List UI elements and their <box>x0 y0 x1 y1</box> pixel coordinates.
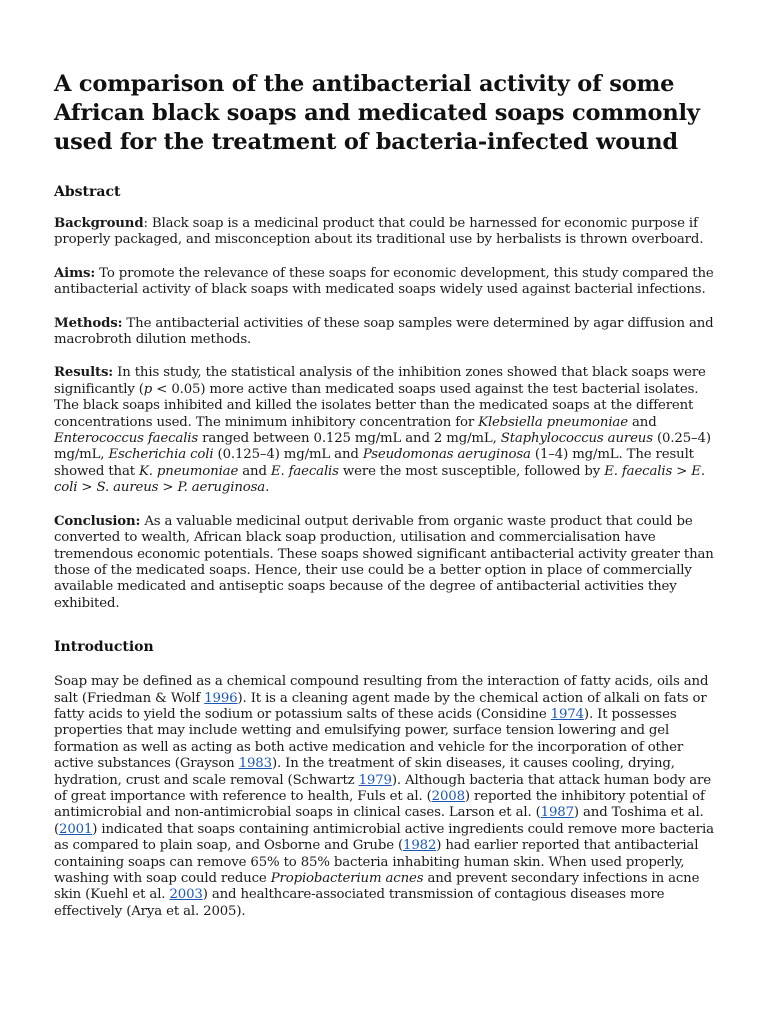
results-text: > <box>77 480 97 496</box>
results-text: < 0.05) more active than medicated soaps used against the test bacterial isolates. The black soaps inhibited and killed the isolates better than the medicated soaps at the different concentrations used. The minimum inhibitory concentration for <box>54 381 699 430</box>
results-text: and <box>627 414 657 430</box>
intro-text: ) indicated that soaps containing antimicrobial active ingredients could remove more bacteria as compared to plain soap, and Osborne and Grube ( <box>54 821 714 854</box>
citation-link[interactable]: 2001 <box>59 821 93 837</box>
results-text: In this study, the statistical analysis of the inhibition zones showed that black soaps were significantly ( <box>54 365 706 397</box>
intro-text: ). It possesses properties that may include wetting and emulsifying power, surface tension lowering and gel formation as well as acting as both active medication and vehicle for the incorporation of other active substances (Grayson <box>54 706 684 772</box>
intro-text: Soap may be defined as a chemical compound resulting from the interaction of fatty acids, oils and salt (Friedman & Wolf <box>54 674 709 706</box>
citation-link[interactable]: 2008 <box>431 788 465 804</box>
intro-text: ) had earlier reported that antibacterial containing soaps can remove 65% to 85% bacteria inhabiting human skin. When used properly, washing with soap could reduce <box>54 838 699 886</box>
intro-text: ) reported the inhibitory potential of antimicrobial and non-antimicrobial soaps in clinical cases. Larson et al. ( <box>54 788 705 821</box>
methods-text: The antibacterial activities of these soap samples were determined by agar diffusion and macrobroth dilution methods. <box>54 315 714 348</box>
intro-text: ). In the treatment of skin diseases, it causes cooling, drying, hydration, crust and scale removal (Schwartz <box>54 756 675 788</box>
conclusion-label: Conclusion: <box>54 513 141 529</box>
results-text: (0.25–4) mg/mL, <box>54 431 711 463</box>
abstract-methods <box>54 316 718 349</box>
species-name: Enterococcus faecalis <box>54 431 199 447</box>
introduction-paragraph <box>54 674 718 920</box>
abstract-heading: Abstract <box>54 184 121 200</box>
species-name: Propiobacterium acnes <box>270 871 424 886</box>
species-name: Staphylococcus aureus <box>500 431 653 447</box>
citation-link[interactable]: 2003 <box>169 887 203 903</box>
species-name: S. aureus <box>96 480 159 496</box>
species-name: K. pneumoniae <box>139 463 239 479</box>
background-text: : Black soap is a medicinal product that could be harnessed for economic purpose if properly packaged, and misconception about its traditional use by herbalists is thrown overboard. <box>54 216 704 248</box>
intro-text: ) and healthcare-associated transmission of contagious diseases more effectively (Arya et al. 2005). <box>54 887 665 919</box>
intro-text: ). Although bacteria that attack human body are of great importance with reference to health, Fuls et al. ( <box>54 772 711 804</box>
species-name: Klebsiella pneumoniae <box>478 414 628 430</box>
citation-link[interactable]: 1996 <box>204 690 238 706</box>
intro-text: and prevent secondary infections in acne skin (Kuehl et al. <box>54 871 700 903</box>
methods-label: Methods: <box>54 315 123 331</box>
abstract-background <box>54 216 718 249</box>
aims-label: Aims: <box>54 265 96 281</box>
abstract-conclusion <box>54 514 718 612</box>
results-text: ranged between 0.125 mg/mL and 2 mg/mL, <box>198 431 501 447</box>
species-name: E. coli <box>54 463 705 496</box>
species-name: Escherichia coli <box>108 447 214 463</box>
results-text: > <box>672 463 692 479</box>
aims-text: To promote the relevance of these soaps for economic development, this study compared the antibacterial activity of black soaps with medicated soaps widely used against bacterial infections. <box>54 265 714 298</box>
article-title: A comparison of the antibacterial activity of some African black soaps and medicated soaps commonly used for the treatment of bacteria-infected wound <box>54 71 700 155</box>
abstract-results <box>54 365 718 496</box>
species-name: Pseudomonas aeruginosa <box>362 447 531 463</box>
conclusion-text: As a valuable medicinal output derivable from organic waste product that could be converted to wealth, African black soap production, utilisation and commercialisation have tremendous economic potentials. These soaps showed significant antibacterial activity greater than those of the medicated soaps. Hence, their use could be a better option in place of commercially available medicated and antiseptic soaps because of the degree of antibacterial activities they exhibited. <box>54 513 714 611</box>
results-text: . <box>265 480 270 496</box>
p-value-symbol: p <box>143 381 153 397</box>
intro-text: ) and Toshima et al. ( <box>54 805 704 837</box>
results-label: Results: <box>54 365 114 381</box>
citation-link[interactable]: 1974 <box>550 706 584 722</box>
citation-link[interactable]: 1982 <box>403 838 437 854</box>
species-name: P. aeruginosa <box>177 480 266 496</box>
background-label: Background <box>54 216 144 231</box>
citation-link[interactable]: 1983 <box>238 756 272 772</box>
results-text: (1–4) mg/mL. The result showed that <box>54 447 694 479</box>
citation-link[interactable]: 1979 <box>358 772 392 788</box>
citation-link[interactable]: 1987 <box>540 805 574 821</box>
species-name: E. faecalis <box>270 463 339 479</box>
results-text: (0.125–4) mg/mL and <box>213 447 363 463</box>
intro-text: ). It is a cleaning agent made by the chemical action of alkali on fats or fatty acids to yield the sodium or potassium salts of these acids (Considine <box>54 690 707 722</box>
results-text: > <box>158 480 178 496</box>
introduction-heading: Introduction <box>54 639 154 656</box>
abstract-aims <box>54 266 718 299</box>
species-name: E. faecalis <box>604 463 673 479</box>
results-text: were the most susceptible, followed by <box>338 463 605 479</box>
results-text: and <box>238 463 271 479</box>
